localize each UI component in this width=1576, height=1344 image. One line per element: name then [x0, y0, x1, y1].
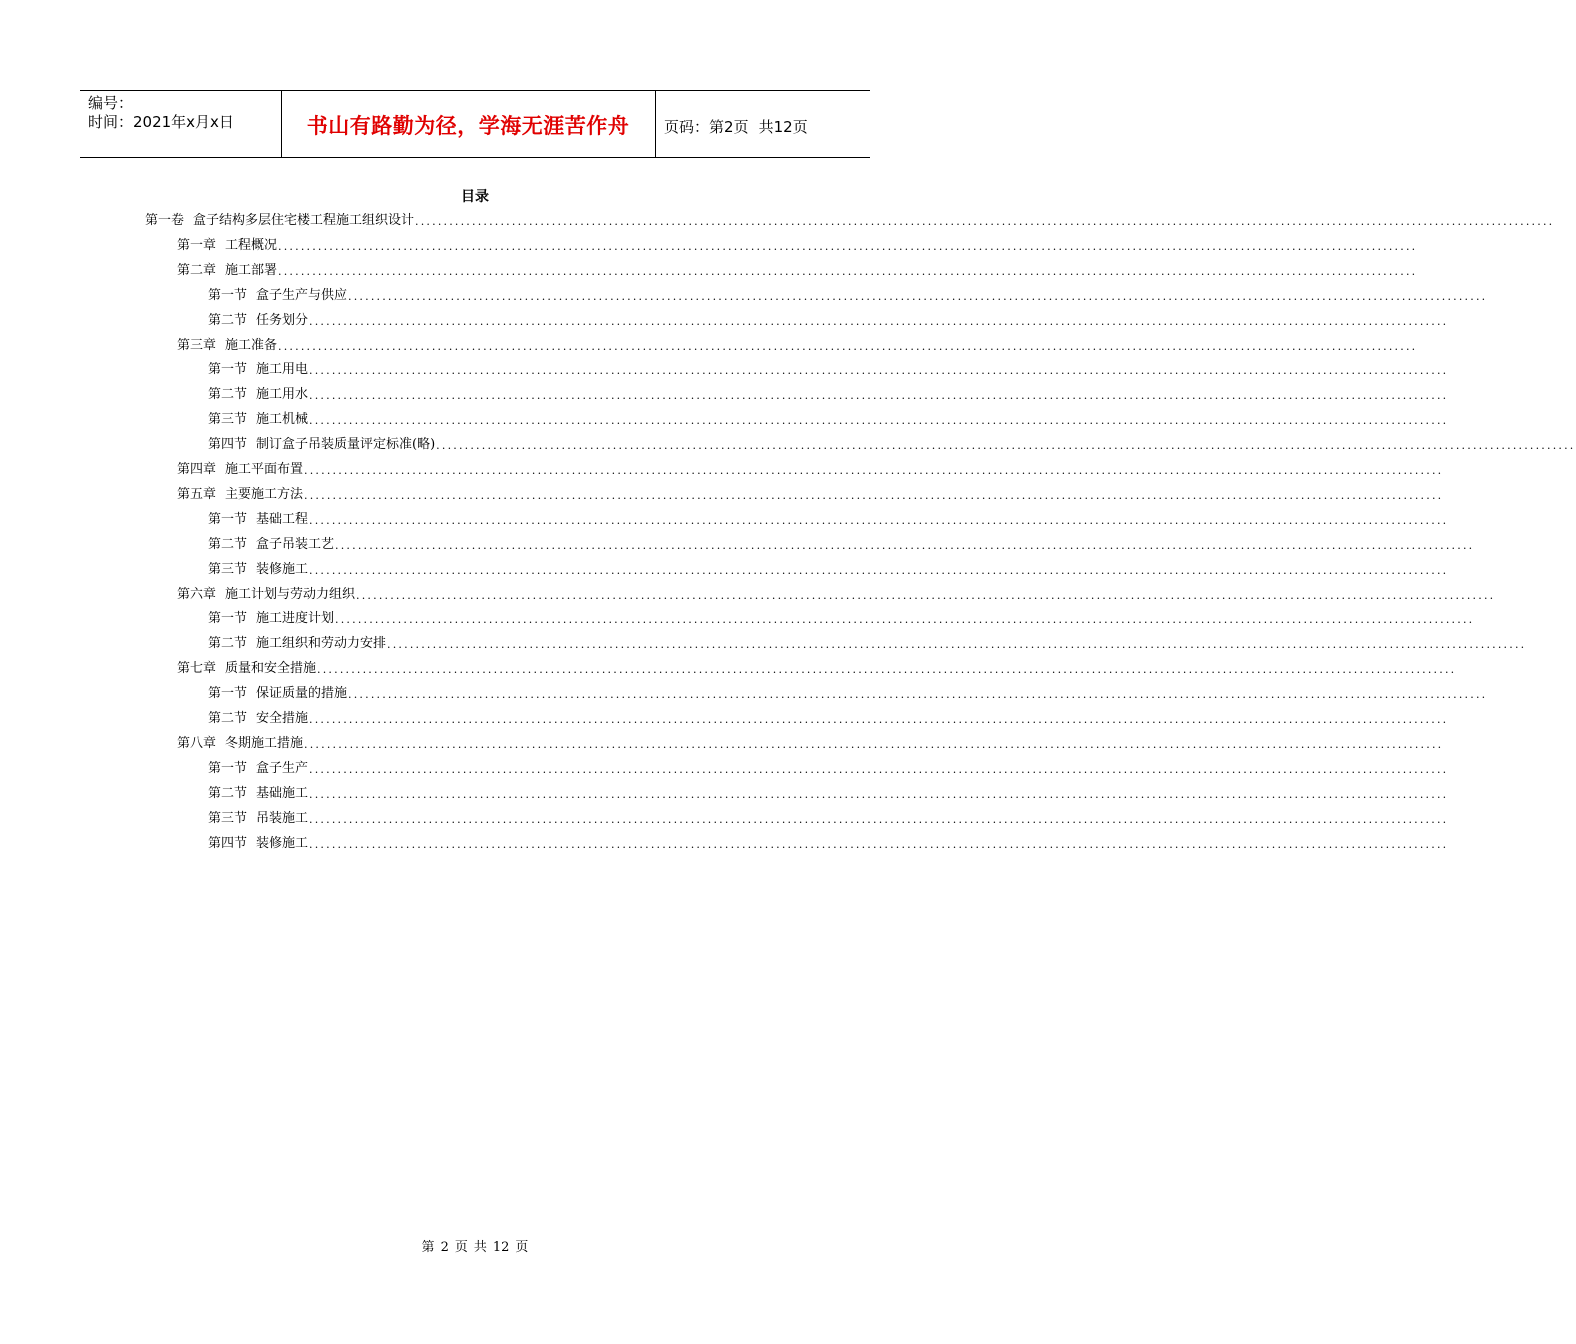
header-page-info — [664, 116, 808, 137]
toc-entry-number: 第四章 — [177, 462, 217, 477]
toc-entry-text: 施工准备 — [225, 337, 278, 353]
toc-dot-leader: ........................................................................................................................................................................................................ — [309, 837, 1449, 851]
toc-title: 目录 — [461, 189, 489, 205]
toc-dot-leader: ........................................................................................................................................................................................................ — [309, 513, 1449, 527]
toc-entry-text: 工程概况 — [225, 237, 278, 253]
toc-dot-leader: ........................................................................................................................................................................................................ — [278, 339, 1418, 353]
toc-entry-text: 施工用水 — [256, 387, 309, 403]
toc-dot-leader: ........................................................................................................................................................................................................ — [304, 737, 1444, 751]
toc-entry[interactable] — [177, 731, 1444, 751]
header-page-mid: 页 — [733, 118, 749, 136]
header-page-total-prefix: 共 — [758, 118, 774, 136]
header-page-total: 12 — [773, 118, 793, 136]
toc-entry[interactable] — [177, 233, 1418, 253]
toc-dot-leader: ........................................................................................................................................................................................................ — [304, 488, 1444, 502]
toc-entry-text: 安全措施 — [256, 711, 309, 726]
toc-entry-text: 盒子生产 — [256, 760, 309, 776]
toc-entry-text: 施工计划与劳动力组织 — [225, 586, 356, 602]
toc-entry-text: 质量和安全措施 — [225, 661, 317, 677]
footer-mid: 页 — [454, 1240, 468, 1255]
toc-entry[interactable] — [177, 333, 1418, 353]
toc-dot-leader: ........................................................................................................................................................................................................ — [348, 688, 1488, 702]
footer-current: 2 — [440, 1240, 449, 1255]
toc-entry-text: 任务划分 — [256, 312, 309, 328]
toc-entry-number: 第一卷 — [145, 213, 185, 228]
toc-entry[interactable] — [208, 806, 1449, 826]
toc-entry[interactable] — [208, 631, 1527, 652]
toc-entry-number: 第四节 — [208, 437, 248, 453]
toc-entry-text: 施工进度计划 — [256, 611, 335, 627]
toc-entry[interactable] — [177, 656, 1457, 677]
toc-entry-number: 第二章 — [177, 262, 217, 278]
toc-entry-number: 第一章 — [177, 237, 217, 253]
footer-prefix: 第 — [421, 1240, 435, 1255]
toc-entry-number: 第一节 — [208, 511, 248, 527]
toc-entry-number: 第二节 — [208, 387, 248, 403]
toc-dot-leader: ........................................................................................................................................................................................................ — [278, 239, 1418, 253]
toc-entry-number: 第二节 — [208, 312, 248, 328]
toc-entry-number: 第三节 — [208, 412, 248, 428]
toc-dot-leader: ........................................................................................................................................................................................................ — [436, 439, 1576, 453]
page-footer — [0, 1236, 950, 1255]
toc-entry-number: 第二节 — [208, 636, 248, 652]
toc-entry-number: 第一节 — [208, 287, 248, 303]
toc-entry-number: 第三节 — [208, 810, 248, 826]
header-motto: 书山有路勤为径，学海无涯苦作舟 — [306, 114, 630, 138]
toc-entry-text: 盒子生产与供应 — [256, 287, 348, 303]
toc-entry-text: 盒子结构多层住宅楼工程施工组织设计 — [193, 213, 415, 228]
toc-entry-number: 第一节 — [208, 760, 248, 776]
toc-dot-leader: ........................................................................................................................................................................................................ — [309, 762, 1449, 776]
toc-entry[interactable] — [177, 582, 1496, 602]
toc-entry-number: 第四节 — [208, 835, 248, 851]
toc-entry-number: 第二节 — [208, 711, 248, 726]
toc-entry-number: 第二节 — [208, 785, 248, 801]
toc-entry-text: 基础工程 — [256, 511, 309, 527]
toc-entry-number: 第五章 — [177, 486, 217, 502]
header-top-rule — [80, 90, 870, 91]
toc-dot-leader: ........................................................................................................................................................................................................ — [335, 613, 1475, 627]
toc-entry[interactable] — [208, 557, 1449, 577]
header-divider-right — [655, 90, 656, 157]
toc-entry[interactable] — [208, 706, 1449, 726]
toc-dot-leader: ........................................................................................................................................................................................................ — [415, 215, 1555, 228]
toc-entry[interactable] — [177, 258, 1418, 278]
toc-entry-number: 第七章 — [177, 661, 217, 677]
toc-entry-text: 装修施工 — [256, 835, 309, 851]
toc-entry[interactable] — [208, 781, 1449, 801]
toc-entry-text: 装修施工 — [256, 561, 309, 577]
toc-dot-leader: ........................................................................................................................................................................................................ — [356, 588, 1496, 602]
toc-entry[interactable] — [208, 756, 1449, 776]
toc-entry-number: 第二节 — [208, 536, 248, 552]
toc-entry-text: 制订盒子吊装质量评定标准(略) — [256, 437, 436, 453]
toc-entry[interactable] — [208, 831, 1449, 851]
toc-dot-leader: ........................................................................................................................................................................................................ — [309, 389, 1449, 403]
toc-dot-leader: ........................................................................................................................................................................................................ — [309, 364, 1449, 378]
toc-entry-text: 吊装施工 — [256, 810, 309, 826]
toc-dot-leader: ........................................................................................................................................................................................................ — [335, 538, 1475, 552]
toc-entry-number: 第八章 — [177, 735, 217, 751]
toc-entry-text: 施工平面布置 — [225, 462, 304, 477]
toc-entry[interactable] — [208, 681, 1488, 702]
toc-entry[interactable] — [145, 208, 1555, 228]
toc-entry-text: 冬期施工措施 — [225, 735, 304, 751]
toc-dot-leader: ........................................................................................................................................................................................................ — [309, 563, 1449, 577]
toc-dot-leader: ........................................................................................................................................................................................................ — [387, 638, 1527, 652]
toc-entry-text: 主要施工方法 — [225, 486, 304, 502]
header-page-current: 2 — [724, 118, 734, 136]
toc-dot-leader: ........................................................................................................................................................................................................ — [304, 464, 1444, 477]
toc-entry[interactable] — [208, 382, 1449, 403]
header-page-suffix: 页 — [792, 118, 808, 136]
toc-dot-leader: ........................................................................................................................................................................................................ — [309, 414, 1449, 428]
toc-entry-text: 施工部署 — [225, 262, 278, 278]
toc-entry-number: 第三节 — [208, 561, 248, 577]
footer-total-prefix: 共 — [473, 1240, 487, 1255]
toc-entry[interactable] — [208, 432, 1576, 453]
toc-entry[interactable] — [177, 457, 1444, 477]
toc-entry-number: 第六章 — [177, 586, 217, 602]
header-time-label: 时间：2021年x月x日 — [88, 113, 234, 131]
toc-entry-text: 基础施工 — [256, 785, 309, 801]
toc-entry[interactable] — [208, 606, 1475, 627]
toc-entry[interactable] — [208, 507, 1449, 527]
toc-entry-number: 第一节 — [208, 686, 248, 702]
header-meta — [88, 94, 234, 132]
toc-entry[interactable] — [208, 357, 1449, 378]
toc-entry-text: 施工机械 — [256, 412, 309, 428]
toc-entry-text: 盒子吊装工艺 — [256, 536, 335, 552]
toc-entry-text: 施工用电 — [256, 362, 309, 378]
toc-entry[interactable] — [208, 407, 1449, 428]
toc-dot-leader: ........................................................................................................................................................................................................ — [309, 314, 1449, 328]
toc-dot-leader: ........................................................................................................................................................................................................ — [309, 787, 1449, 801]
toc-entry-text: 保证质量的措施 — [256, 686, 348, 702]
toc-dot-leader: ........................................................................................................................................................................................................ — [309, 812, 1449, 826]
toc-dot-leader: ........................................................................................................................................................................................................ — [317, 663, 1457, 677]
toc-entry[interactable] — [208, 308, 1449, 328]
toc-entry-number: 第三章 — [177, 337, 217, 353]
header-number-label: 编号： — [88, 94, 134, 112]
header-page-label: 页码：第 — [664, 118, 725, 136]
toc-entry-number: 第一节 — [208, 611, 248, 627]
toc-entry-number: 第一节 — [208, 362, 248, 378]
toc-entry[interactable] — [208, 283, 1488, 303]
toc-dot-leader: ........................................................................................................................................................................................................ — [348, 289, 1488, 303]
toc-dot-leader: ........................................................................................................................................................................................................ — [278, 264, 1418, 278]
header-bottom-rule — [80, 157, 870, 158]
footer-suffix: 页 — [515, 1240, 529, 1255]
toc-dot-leader: ........................................................................................................................................................................................................ — [309, 713, 1449, 726]
toc-entry[interactable] — [177, 482, 1444, 502]
footer-total: 12 — [492, 1240, 510, 1255]
toc-entry-text: 施工组织和劳动力安排 — [256, 636, 387, 652]
toc-entry[interactable] — [208, 532, 1475, 552]
